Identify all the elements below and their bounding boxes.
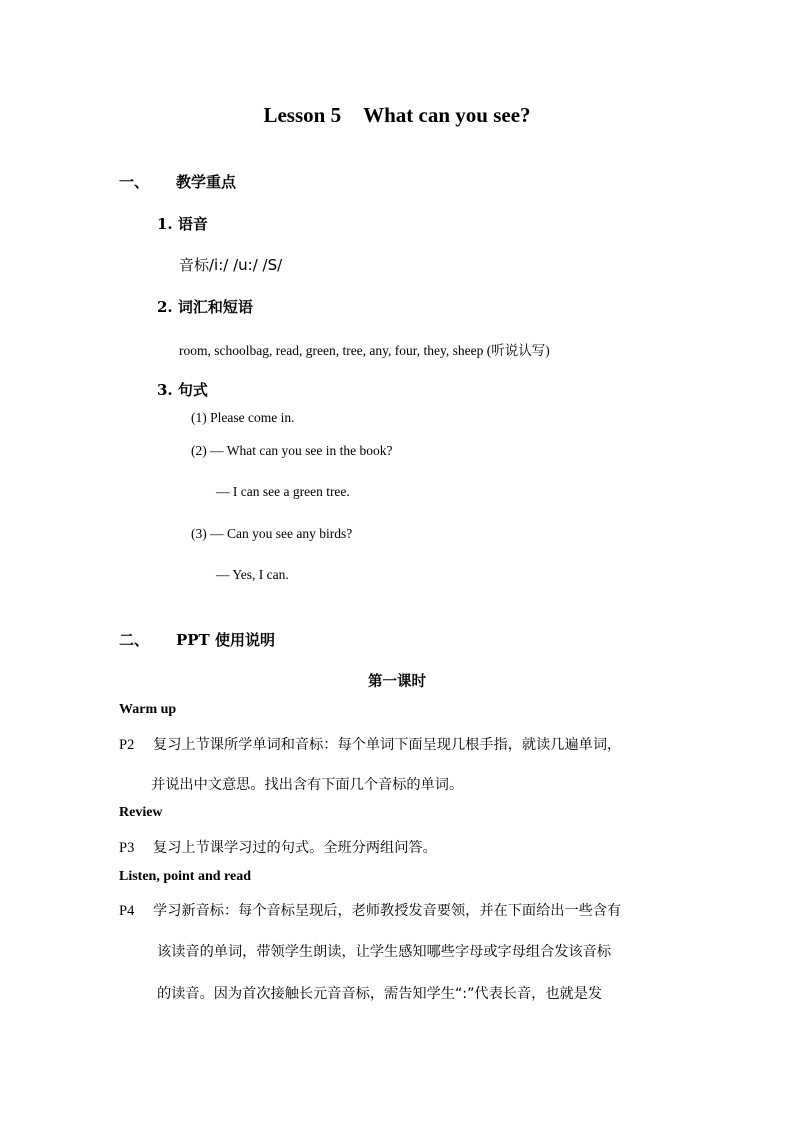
p3-line-1: P3 复习上节课学习过的句式。全班分两组问答。 [119, 840, 437, 856]
sentence-3-question: (3) — Can you see any birds? [191, 526, 353, 541]
item-3-label: 3. 句式 [157, 381, 208, 399]
p4-line-2: 该读音的单词，带领学生朗读，让学生感知哪些字母或字母组合发该音标 [157, 944, 612, 960]
p2-line-1: P2 复习上节课所学单词和音标：每个单词下面呈现几根手指，就读几遍单词， [119, 737, 622, 753]
lesson-number: Lesson 5 [263, 103, 342, 127]
sentence-2-question: (2) — What can you see in the book? [191, 443, 393, 458]
listen-point-read-label: Listen, point and read [119, 869, 251, 884]
page-title [0, 103, 794, 128]
section-1-heading: 一、 教学重点 [119, 173, 237, 191]
item-2-label: 2. 词汇和短语 [157, 298, 253, 316]
item-1-label: 1. 语音 [157, 215, 208, 233]
sentence-2-answer: — I can see a green tree. [216, 484, 350, 499]
item-1-content: 音标/i:/ /u:/ /S/ [179, 256, 283, 274]
review-label: Review [119, 805, 163, 820]
p4-line-1: P4 学习新音标：每个音标呈现后，老师教授发音要领，并在下面给出一些含有 [119, 903, 622, 919]
sentence-1: (1) Please come in. [191, 410, 295, 425]
p4-line-3: 的读音。因为首次接触长元音音标，需告知学生“:”代表长音，也就是发 [157, 986, 603, 1002]
page-ref-p4: P4 [119, 903, 135, 919]
page-ref-p2: P2 [119, 737, 135, 753]
p2-line-2: 并说出中文意思。找出含有下面几个音标的单词。 [151, 777, 464, 793]
warm-up-label: Warm up [119, 702, 177, 717]
section-2-heading: 二、 PPT 使用说明 [119, 631, 275, 649]
item-2-content: room, schoolbag, read, green, tree, any, four, they, sheep (听说认写) [179, 343, 550, 358]
lesson-heading: 第一课时 [368, 673, 426, 690]
page-ref-p3: P3 [119, 840, 135, 856]
lesson-question: What can you see? [363, 103, 531, 127]
sentence-3-answer: — Yes, I can. [216, 567, 289, 582]
